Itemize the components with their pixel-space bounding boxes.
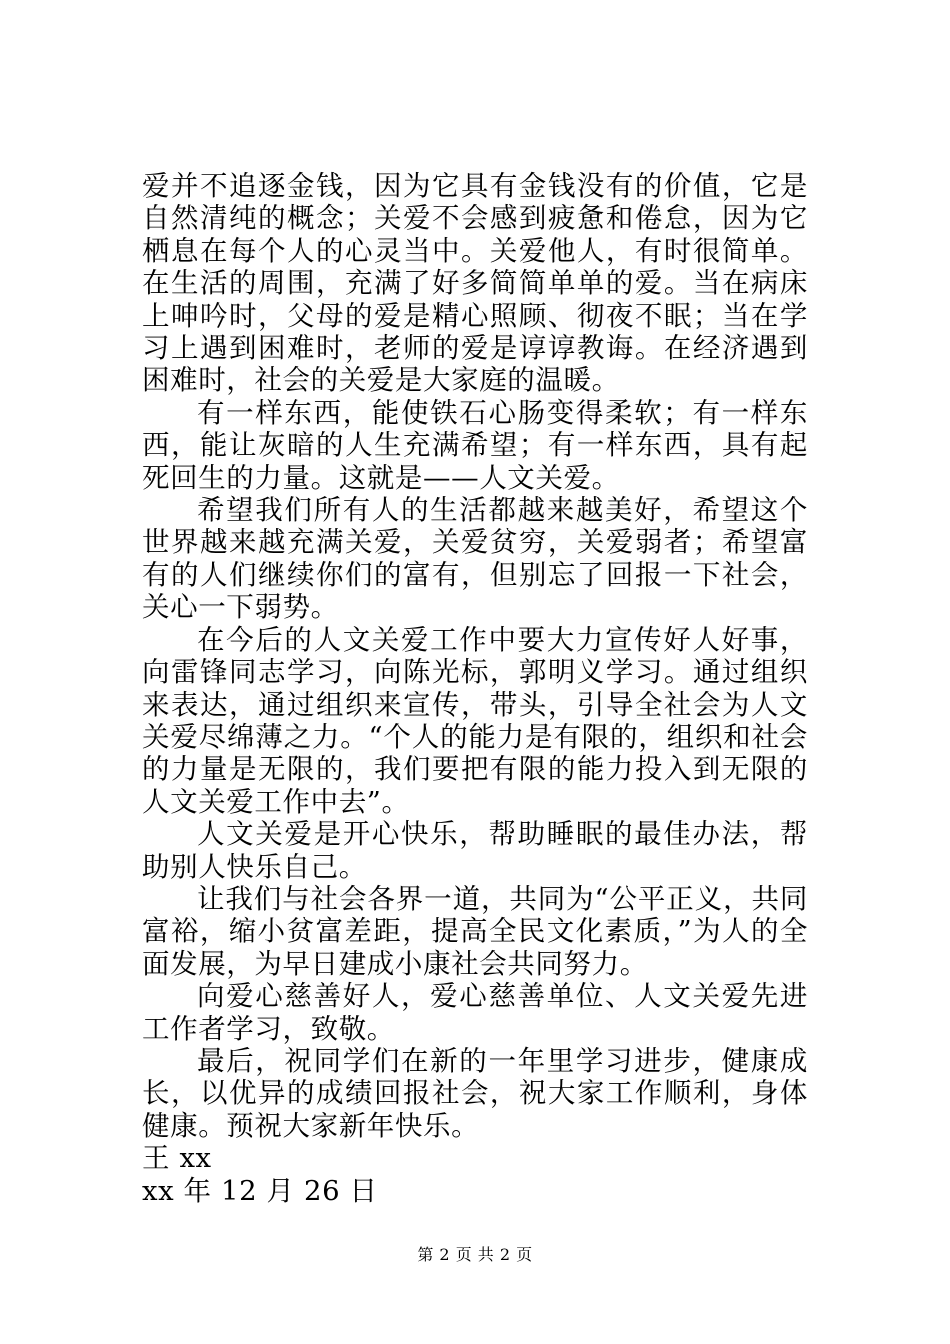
signature-date: xx 年 12 月 26 日 — [142, 1174, 378, 1207]
paragraph-closing-wishes: 最后，祝同学们在新的一年里学习进步，健康成长，以优异的成绩回报社会，祝大家工作顺利，身体健康。预祝大家新年快乐。 — [142, 1044, 808, 1142]
paragraph-salute: 向爱心慈善好人，爱心慈善单位、人文关爱先进工作者学习，致敬。 — [142, 980, 808, 1045]
paragraph-future-work: 在今后的人文关爱工作中要大力宣传好人好事，向雷锋同志学习，向陈光标，郭明义学习。通过组织来表达，通过组织来宣传，带头，引导全社会为人文关爱尽绵薄之力。“个人的能力是有限的，组织和社会的力量是无限的，我们要把有限的能力投入到无限的人文关爱工作中去”。 — [142, 623, 808, 818]
signature-name: 王 xx — [142, 1142, 212, 1175]
paragraph-happiness: 人文关爱是开心快乐，帮助睡眠的最佳办法，帮助别人快乐自己。 — [142, 818, 808, 883]
document-body — [142, 170, 808, 1207]
paragraph-love-not-money: 爱并不追逐金钱，因为它具有金钱没有的价值，它是自然清纯的概念；关爱不会感到疲惫和倦怠，因为它栖息在每个人的心灵当中。关爱他人，有时很简单。在生活的周围，充满了好多简简单单的爱。当在病床上呻吟时，父母的爱是精心照顾、彻夜不眠；当在学习上遇到困难时，老师的爱是谆谆教诲。在经济遇到困难时，社会的关爱是大家庭的温暖。 — [142, 170, 808, 397]
paragraph-hope: 希望我们所有人的生活都越来越美好，希望这个世界越来越充满关爱，关爱贫穷，关爱弱者；希望富有的人们继续你们的富有，但别忘了回报一下社会，关心一下弱势。 — [142, 494, 808, 624]
paragraph-humanistic-care: 有一样东西，能使铁石心肠变得柔软；有一样东西，能让灰暗的人生充满希望；有一样东西，具有起死回生的力量。这就是——人文关爱。 — [142, 396, 808, 494]
paragraph-together: 让我们与社会各界一道，共同为“公平正义，共同富裕，缩小贫富差距，提高全民文化素质，”为人的全面发展，为早日建成小康社会共同努力。 — [142, 882, 808, 980]
page-footer: 第 2 页 共 2 页 — [417, 1245, 533, 1264]
